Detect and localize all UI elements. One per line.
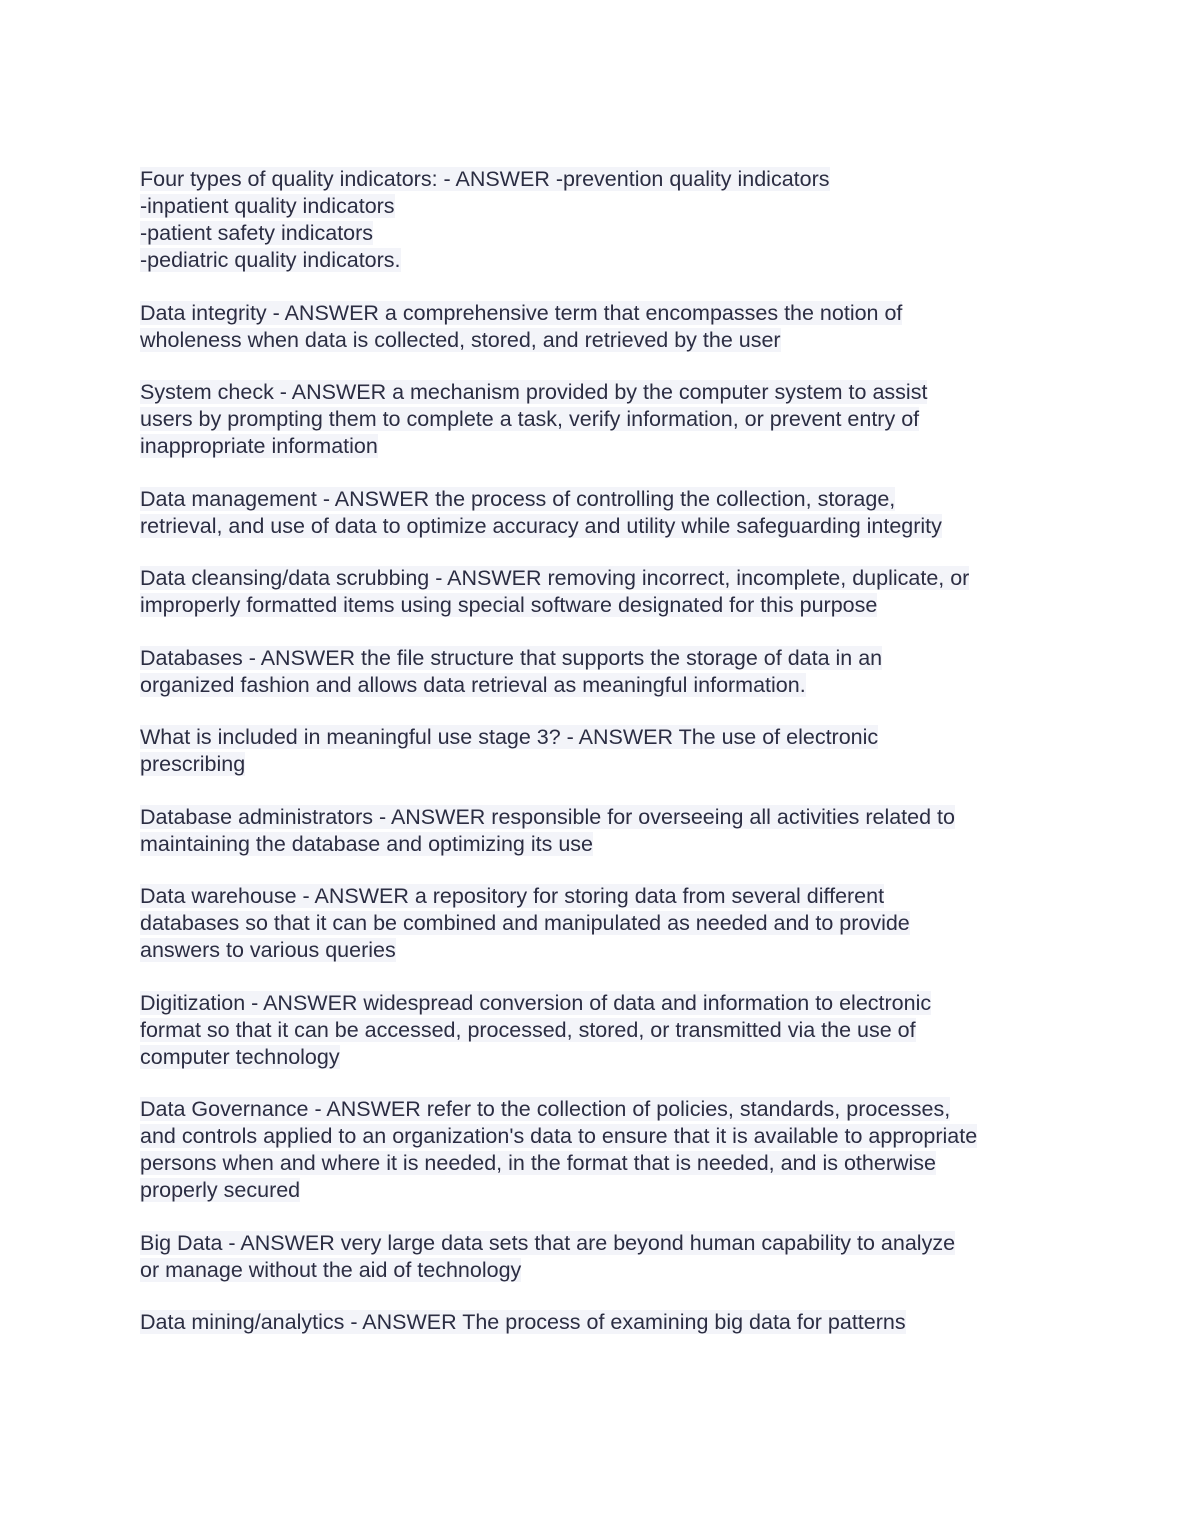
qa-entry	[140, 379, 1070, 460]
qa-entry	[140, 166, 1070, 274]
qa-entry	[140, 724, 1070, 778]
text-line: improperly formatted items using special software designated for this purpose	[140, 593, 878, 617]
text-line: Data warehouse - ANSWER a repository for storing data from several different	[140, 884, 885, 908]
text-line: prescribing	[140, 752, 246, 776]
text-line: format so that it can be accessed, processed, stored, or transmitted via the use of	[140, 1017, 916, 1042]
text-line: maintaining the database and optimizing its use	[140, 831, 593, 856]
text-line: -patient safety indicators	[140, 221, 374, 245]
text-line: Database administrators - ANSWER responsible for overseeing all activities related to	[140, 804, 955, 829]
text-line: Four types of quality indicators: - ANSWER -prevention quality indicators	[140, 167, 830, 191]
text-line: organized fashion and allows data retrieval as meaningful information.	[140, 672, 806, 697]
qa-entry	[140, 1309, 1070, 1336]
qa-entry	[140, 1096, 1070, 1204]
text-line: retrieval, and use of data to optimize accuracy and utility while safeguarding integrity	[140, 513, 942, 538]
text-line: Databases - ANSWER the file structure that supports the storage of data in an	[140, 645, 883, 670]
qa-entry	[140, 1230, 1070, 1284]
text-line: or manage without the aid of technology	[140, 1257, 522, 1282]
text-line: Big Data - ANSWER very large data sets that are beyond human capability to analyze	[140, 1230, 956, 1255]
qa-entry	[140, 804, 1070, 858]
qa-entry	[140, 883, 1070, 964]
qa-entry	[140, 300, 1070, 354]
text-line: wholeness when data is collected, stored, and retrieved by the user	[140, 327, 781, 352]
document-page	[140, 166, 1070, 1362]
text-line: Data mining/analytics - ANSWER The process of examining big data for patterns	[140, 1310, 906, 1334]
text-line: properly secured	[140, 1178, 301, 1202]
text-line: Data Governance - ANSWER refer to the collection of policies, standards, processes,	[140, 1097, 951, 1121]
text-line: -pediatric quality indicators.	[140, 248, 401, 272]
text-line: System check - ANSWER a mechanism provided by the computer system to assist	[140, 380, 928, 404]
text-line: Data management - ANSWER the process of controlling the collection, storage,	[140, 486, 896, 511]
text-line: inappropriate information	[140, 434, 378, 458]
qa-entry	[140, 565, 1070, 619]
text-line: databases so that it can be combined and manipulated as needed and to provide	[140, 911, 910, 935]
qa-entry	[140, 645, 1070, 699]
text-line: What is included in meaningful use stage 3? - ANSWER The use of electronic	[140, 725, 879, 749]
text-line: users by prompting them to complete a task, verify information, or prevent entry of	[140, 407, 920, 431]
text-line: Data cleansing/data scrubbing - ANSWER removing incorrect, incomplete, duplicate, or	[140, 566, 970, 590]
qa-entry	[140, 486, 1070, 540]
text-line: Digitization - ANSWER widespread conversion of data and information to electronic	[140, 990, 932, 1015]
text-line: persons when and where it is needed, in the format that is needed, and is otherwise	[140, 1151, 936, 1175]
text-line: -inpatient quality indicators	[140, 194, 395, 218]
qa-entry	[140, 990, 1070, 1071]
text-line: Data integrity - ANSWER a comprehensive term that encompasses the notion of	[140, 300, 903, 325]
text-line: computer technology	[140, 1044, 340, 1069]
text-line: answers to various queries	[140, 938, 396, 962]
text-line: and controls applied to an organization's data to ensure that it is available to appropriate	[140, 1124, 978, 1148]
